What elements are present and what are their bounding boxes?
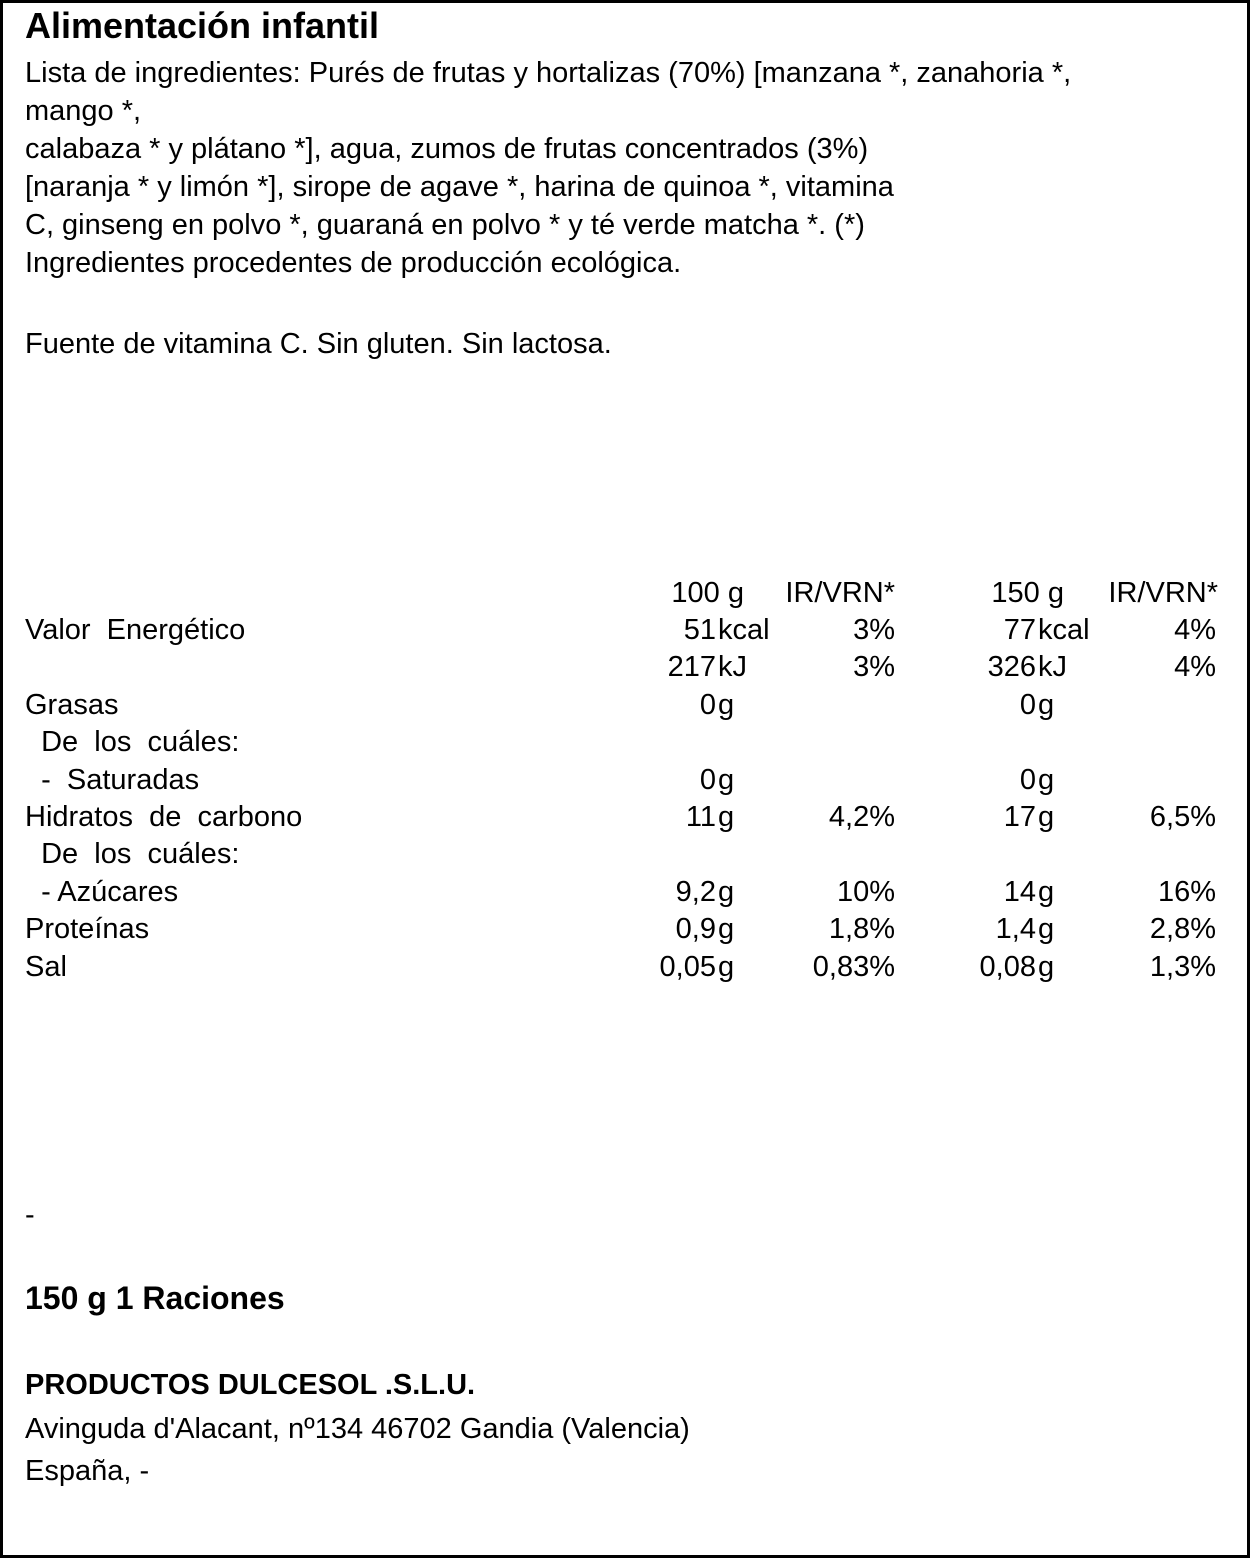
unit-150g: kcal [1038,614,1090,646]
unit-100g: g [718,876,735,908]
header-ir-150g: IR/VRN* [1108,577,1218,609]
value-100g: 0 [699,689,716,721]
ir-150g: 4% [1174,651,1216,683]
unit-100g: g [718,801,735,833]
value-100g: 217 [667,651,716,683]
value-100g: 51 [683,614,716,646]
ingredients-line: [naranja * y limón *], sirope de agave *, harina de quinoa *, vitamina [25,171,894,203]
ingredients-line: C, ginseng en polvo *, guaraná en polvo * y té verde matcha *. (*) [25,209,865,241]
nutrient-label: De los cuáles: [25,838,240,870]
value-150g: 77 [1003,614,1036,646]
value-150g: 0 [1019,689,1036,721]
value-150g: 326 [987,651,1036,683]
value-150g: 0,08 [979,951,1036,983]
company-name: PRODUCTOS DULCESOL .S.L.U. [25,1369,476,1401]
nutrient-label: Sal [25,951,67,983]
nutrient-label: De los cuáles: [25,726,240,758]
unit-100g: g [718,913,735,945]
ir-150g: 4% [1174,614,1216,646]
servings-text: 150 g 1 Raciones [25,1280,285,1316]
value-150g: 1,4 [995,913,1036,945]
ir-100g: 10% [836,876,895,908]
value-100g: 9,2 [675,876,716,908]
unit-150g: g [1038,876,1055,908]
header-ir-100g: IR/VRN* [785,577,895,609]
unit-100g: kcal [718,614,770,646]
unit-100g: g [718,764,735,796]
ir-100g: 1,8% [828,913,895,945]
unit-150g: g [1038,913,1055,945]
company-country: España, - [25,1455,150,1487]
nutrient-label: Valor Energético [25,614,246,646]
ir-150g: 16% [1157,876,1216,908]
unit-150g: g [1038,951,1055,983]
company-address: Avinguda d'Alacant, nº134 46702 Gandia (Valencia) [25,1413,690,1445]
unit-150g: g [1038,764,1055,796]
nutrient-label: Hidratos de carbono [25,801,303,833]
unit-100g: g [718,689,735,721]
value-100g: 0 [699,764,716,796]
value-100g: 11 [685,801,716,833]
ingredients-line: Lista de ingredientes: Purés de frutas y hortalizas (70%) [manzana *, zanahoria *, [25,57,1072,89]
value-150g: 0 [1019,764,1036,796]
ir-100g: 0,83% [812,951,895,983]
value-100g: 0,05 [659,951,716,983]
separator-dash: - [25,1199,35,1231]
nutrient-label: Proteínas [25,913,150,945]
value-150g: 17 [1003,801,1036,833]
header-150g: 150 g [991,577,1064,609]
unit-150g: g [1038,801,1055,833]
unit-100g: g [718,951,735,983]
value-150g: 14 [1003,876,1036,908]
unit-150g: g [1038,689,1055,721]
ir-100g: 3% [853,614,895,646]
value-100g: 0,9 [675,913,716,945]
ingredients-line: mango *, [25,95,142,127]
unit-150g: kJ [1038,651,1067,683]
ir-150g: 1,3% [1149,951,1216,983]
ir-150g: 2,8% [1149,913,1216,945]
claims-text: Fuente de vitamina C. Sin gluten. Sin lactosa. [25,328,612,360]
product-title: Alimentación infantil [25,5,380,46]
ingredients-line: Ingredientes procedentes de producción ecológica. [25,247,682,279]
header-100g: 100 g [671,577,744,609]
ir-150g: 6,5% [1149,801,1216,833]
ingredients-line: calabaza * y plátano *], agua, zumos de frutas concentrados (3%) [25,133,869,165]
ir-100g: 3% [853,651,895,683]
ir-100g: 4,2% [828,801,895,833]
nutrient-label: Grasas [25,689,119,721]
unit-100g: kJ [718,651,747,683]
nutrient-label: - Azúcares [25,876,179,908]
nutrient-label: - Saturadas [25,764,200,796]
